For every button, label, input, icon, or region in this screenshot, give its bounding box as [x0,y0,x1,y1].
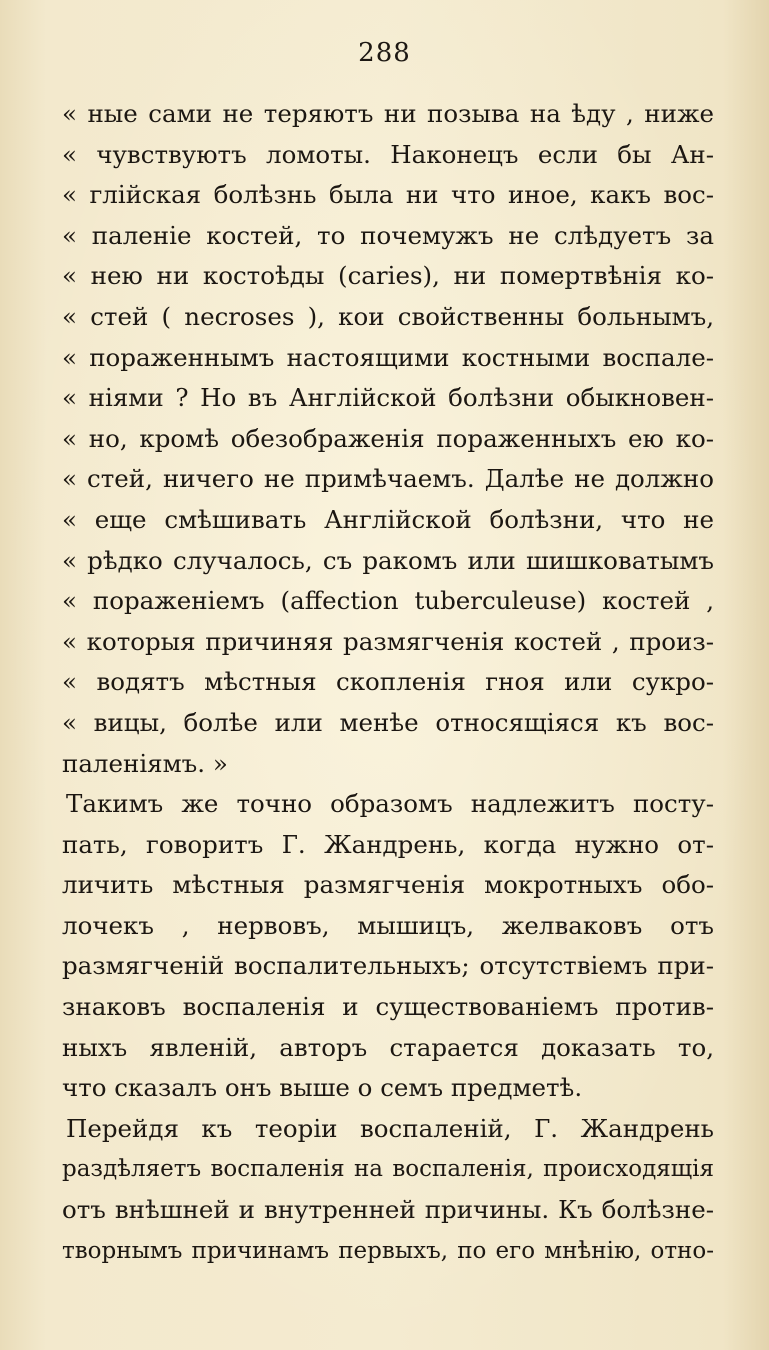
text-line: « ніями ? Но въ Англійской болѣзни обыкновен- [62,383,714,413]
page-number: 288 [358,38,411,68]
text-line: « пораженнымъ настоящими костными воспале- [62,342,714,372]
text-line: раздѣляетъ воспаленія на воспаленія, происходящія [62,1156,714,1183]
text-line: « стей ( necroses ), кои свойственны больнымъ, [62,301,714,331]
text-line: « паленіе костей, то почемужъ не слѣдуетъ за [62,220,714,250]
text-line: лочекъ , нервовъ, мышицъ, желваковъ отъ [62,910,714,940]
text-line: что сказалъ онъ выше о семъ предметѣ. [62,1073,583,1103]
text-line: « рѣдко случалось, съ ракомъ или шишковатымъ [62,545,714,575]
body-text [62,94,714,1271]
text-line: « которыя причиняя размягченія костей , произ- [62,626,714,656]
text-line: отъ внѣшней и внутренней причины. Къ болѣзне- [62,1195,714,1225]
text-line: « но, кромѣ обезображенія пораженныхъ ею ко- [62,423,714,453]
text-line: « водятъ мѣстныя скопленія гноя или сукро- [62,667,714,697]
text-line: « вицы, болѣе или менѣе относящіяся къ вос- [62,707,714,737]
text-line: « ные сами не теряютъ ни позыва на ѣду , ниже [62,99,714,128]
text-line: творнымъ причинамъ первыхъ, по его мнѣнію, отно- [62,1237,714,1264]
text-line: ныхъ явленій, авторъ старается доказать то, [62,1032,714,1062]
text-line: « глійская болѣзнь была ни что иное, какъ вос- [62,180,714,210]
text-line: « нею ни костоѣды (caries), ни помертвѣнія ко- [62,261,714,291]
text-line: Перейдя къ теоріи воспаленій, Г. Жандрень [66,1113,714,1143]
text-line: размягченій воспалительныхъ; отсутствіемъ при- [62,951,714,981]
text-line: « еще смѣшивать Англійской болѣзни, что не [62,504,714,534]
text-line: пать, говоритъ Г. Жандрень, когда нужно от- [62,829,714,859]
text-line: личить мѣстныя размягченія мокротныхъ обо- [62,870,714,900]
text-line: « стей, ничего не примѣчаемъ. Далѣе не должно [62,464,714,494]
text-line: Такимъ же точно образомъ надлежитъ посту- [66,789,714,819]
text-line: « пораженіемъ (affection tuberculeuse) костей , [62,586,714,616]
text-line: знаковъ воспаленія и существованіемъ против- [62,992,714,1022]
text-line: паленіямъ. » [62,748,228,778]
text-line: « чувствуютъ ломоты. Наконецъ если бы Ан- [62,139,714,169]
